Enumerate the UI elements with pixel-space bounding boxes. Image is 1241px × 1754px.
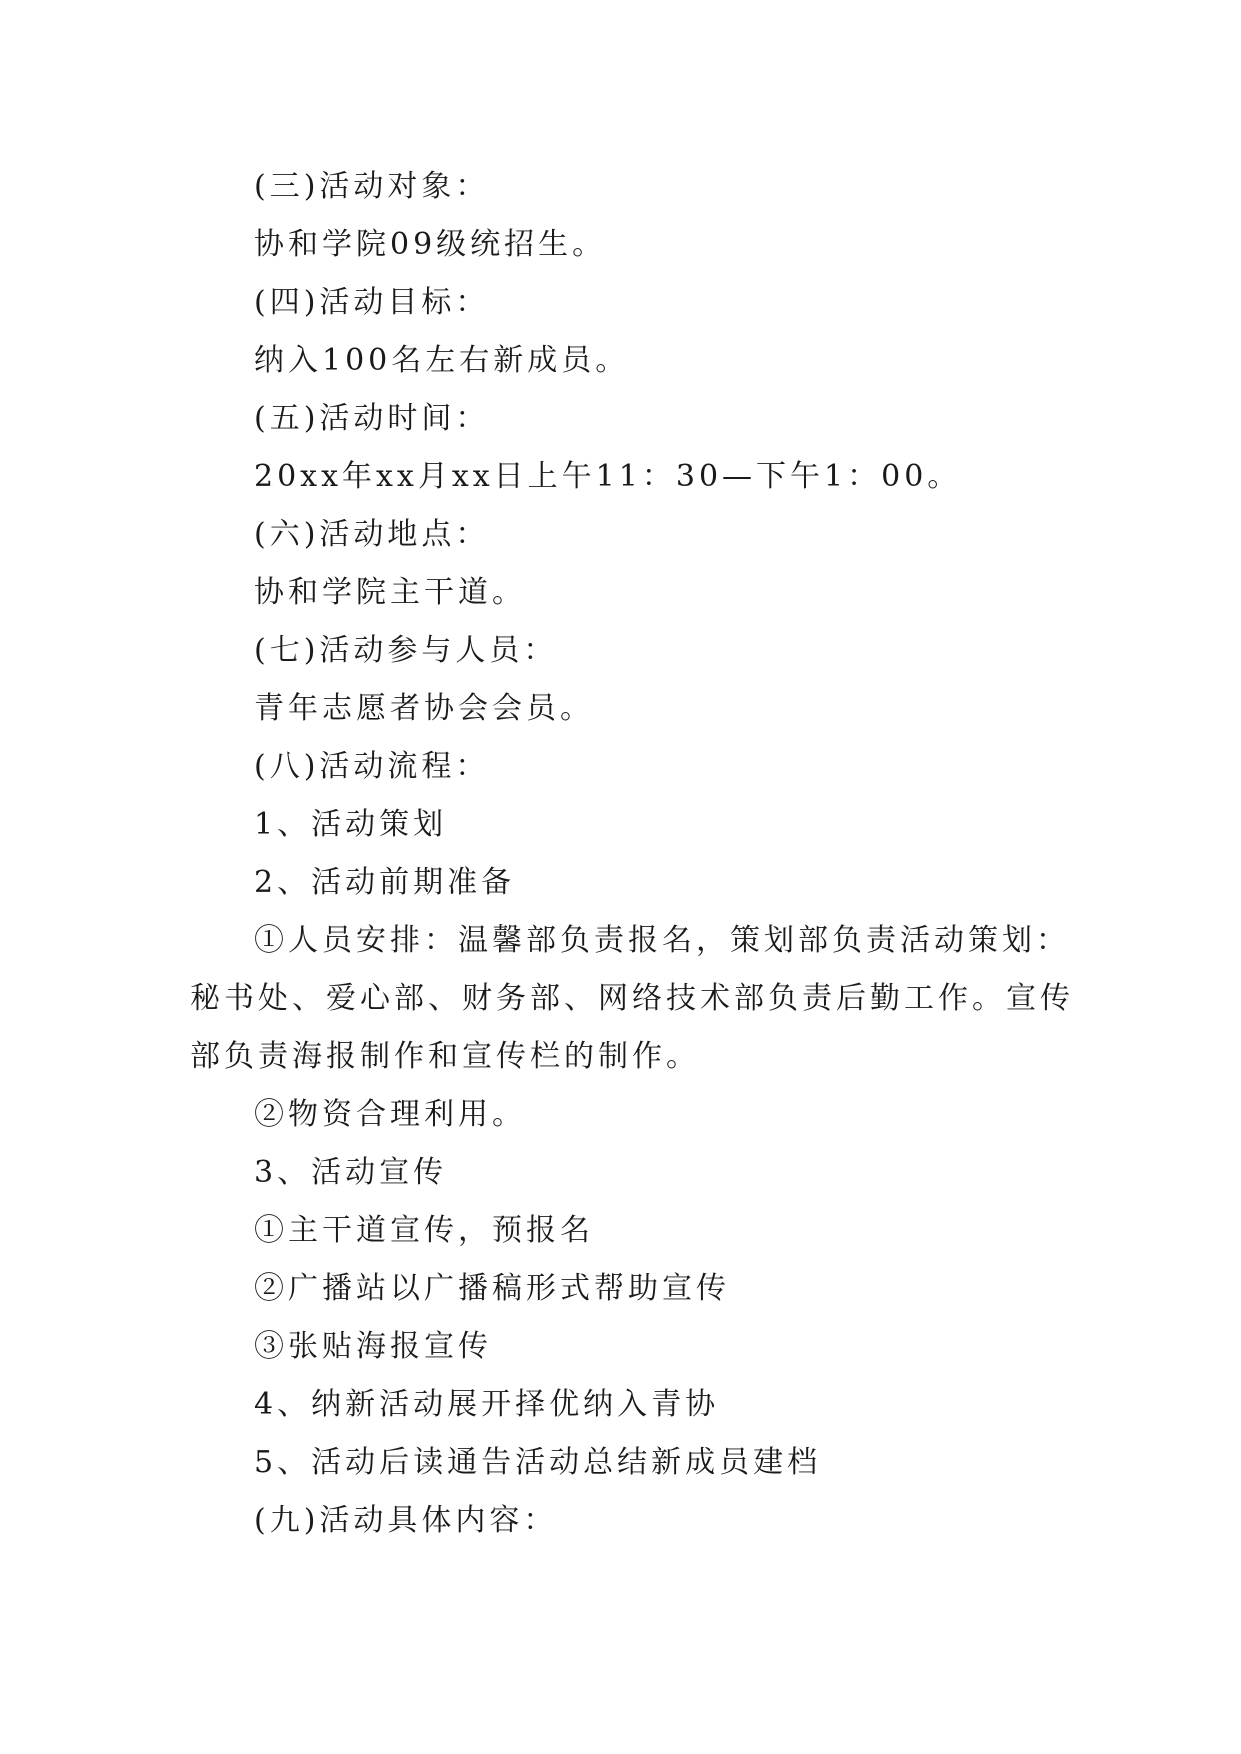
staff-arrangement-paragraph: ①人员安排：温馨部负责报名，策划部负责活动策划：秘书处、爱心部、财务部、网络技术部负责后勤工作。宣传部负责海报制作和宣传栏的制作。 [190, 923, 1074, 1074]
section-heading-process: (八)活动流程： [254, 749, 490, 784]
section-heading-participants: (七)活动参与人员： [254, 633, 558, 668]
section-heading-content: (九)活动具体内容： [254, 1503, 558, 1538]
text-line: 纳入100名左右新成员。 [254, 343, 630, 378]
list-item: 4、纳新活动展开择优纳入青协 [254, 1387, 720, 1422]
document-body [190, 158, 1080, 1550]
list-item: 1、活动策划 [254, 807, 448, 842]
list-item: ②广播站以广播稿形式帮助宣传 [254, 1271, 730, 1306]
text-line: 协和学院主干道。 [254, 575, 526, 610]
section-heading-goal: (四)活动目标： [254, 285, 490, 320]
list-item: 3、活动宣传 [254, 1155, 448, 1190]
list-item: ②物资合理利用。 [254, 1097, 526, 1132]
text-line: 青年志愿者协会会员。 [254, 691, 594, 726]
section-heading-target: (三)活动对象： [254, 169, 490, 204]
list-item: ③张贴海报宣传 [254, 1329, 492, 1364]
list-item: ①主干道宣传，预报名 [254, 1213, 594, 1248]
section-heading-location: (六)活动地点： [254, 517, 490, 552]
list-item: 2、活动前期准备 [254, 865, 516, 900]
list-item: 5、活动后读通告活动总结新成员建档 [254, 1445, 822, 1480]
text-line: 20xx年xx月xx日上午11：30—下午1：00。 [254, 459, 962, 494]
text-line: 协和学院09级统招生。 [254, 227, 607, 262]
section-heading-time: (五)活动时间： [254, 401, 490, 436]
